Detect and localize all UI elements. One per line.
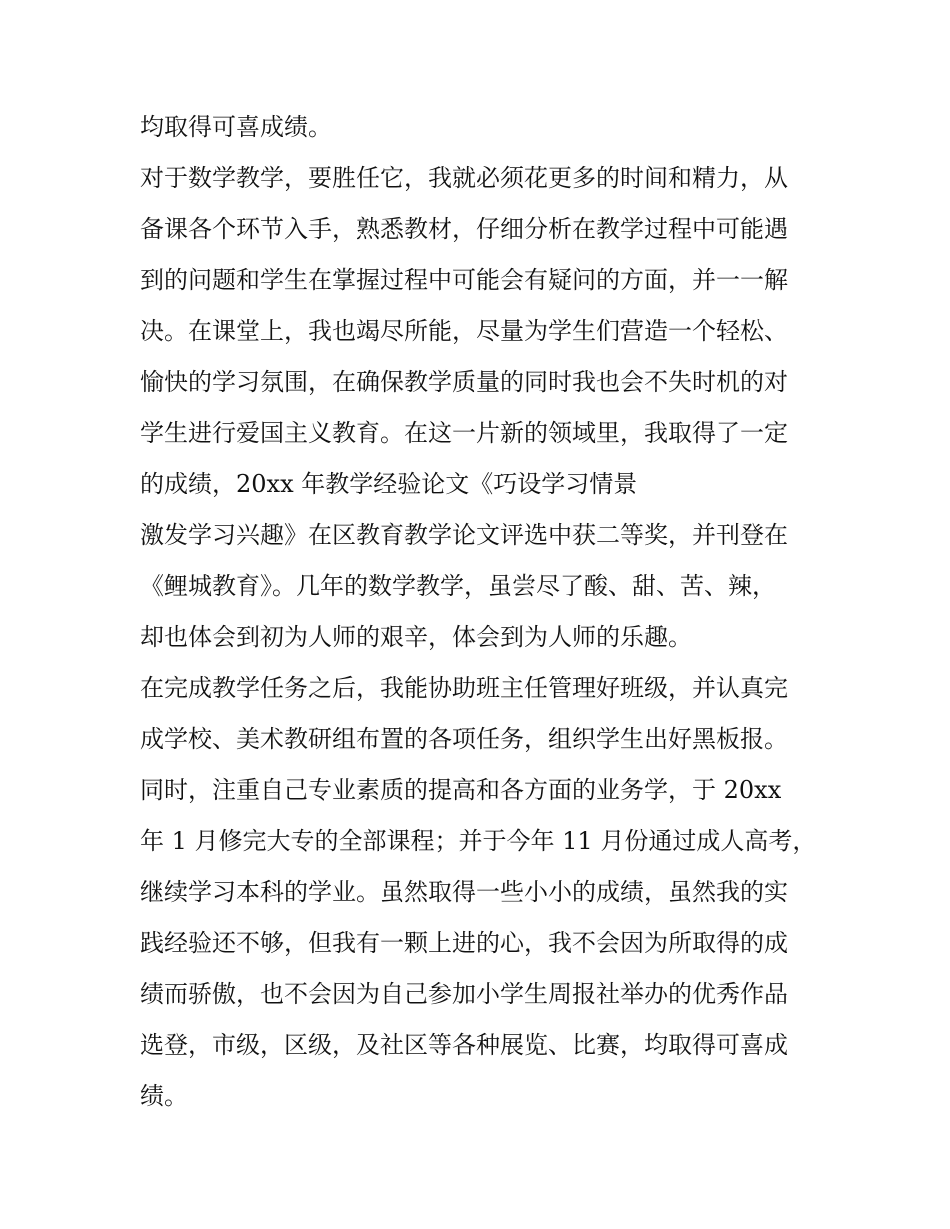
text-line: 备课各个环节入手，熟悉教材，仔细分析在教学过程中可能遇 [140, 215, 788, 243]
text-line: 践经验还不够，但我有一颗上进的心，我不会因为所取得的成 [140, 929, 788, 957]
text-line: 绩而骄傲，也不会因为自己参加小学生周报社举办的优秀作品 [140, 980, 788, 1008]
text-line: 对于数学教学，要胜任它，我就必须花更多的时间和精力，从 [140, 164, 788, 192]
text-line: 到的问题和学生在掌握过程中可能会有疑问的方面，并一一解 [140, 266, 788, 294]
text-line: 学生进行爱国主义教育。在这一片新的领域里，我取得了一定 [140, 419, 788, 447]
text-line: 愉快的学习氛围，在确保教学质量的同时我也会不失时机的对 [140, 368, 788, 396]
text-line: 同时，注重自己专业素质的提高和各方面的业务学，于 20xx [140, 776, 782, 804]
text-line: 绩。 [140, 1082, 188, 1110]
text-line: 成学校、美术教研组布置的各项任务，组织学生出好黑板报。 [140, 725, 788, 753]
text-line: 在完成教学任务之后，我能协助班主任管理好班级，并认真完 [140, 674, 788, 702]
text-line: 《鲤城教育》。几年的数学教学，虽尝尽了酸、甜、苦、辣， [140, 572, 776, 600]
text-line: 激发学习兴趣》在区教育教学论文评选中获二等奖，并刊登在 [140, 521, 788, 549]
body-text [140, 102, 820, 1122]
text-line: 年 1 月修完大专的全部课程；并于今年 11 月份通过成人高考， [140, 827, 817, 855]
text-line: 的成绩，20xx 年教学经验论文《巧设学习情景 [140, 470, 638, 498]
text-line: 选登，市级，区级，及社区等各种展览、比赛，均取得可喜成 [140, 1031, 788, 1059]
text-line: 均取得可喜成绩。 [140, 113, 332, 141]
text-line: 继续学习本科的学业。虽然取得一些小小的成绩，虽然我的实 [140, 878, 788, 906]
text-line: 决。在课堂上，我也竭尽所能，尽量为学生们营造一个轻松、 [140, 317, 788, 345]
text-line: 却也体会到初为人师的艰辛，体会到为人师的乐趣。 [140, 623, 692, 651]
